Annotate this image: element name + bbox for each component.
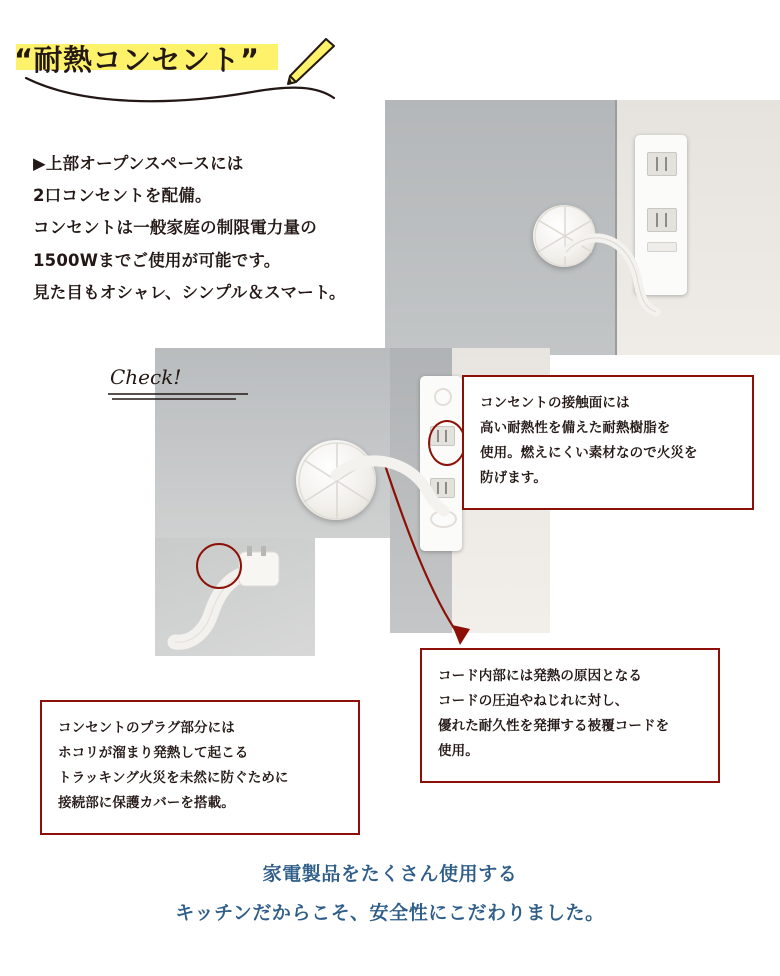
- callout-plug-line-3: トラッキング火災を未然に防ぐために: [58, 769, 289, 786]
- outlet-slot-top: [647, 152, 677, 176]
- footer-message: [0, 855, 780, 933]
- callout-cord: [420, 648, 720, 783]
- callout-cord-line-1: コード内部には発熱の原因となる: [438, 668, 642, 684]
- callout-cord-line-3: 優れた耐久性を発揮する被覆コードを: [438, 717, 670, 734]
- page-title: “耐熱コンセント”: [14, 43, 260, 77]
- closeup-screw-hole: [434, 388, 452, 406]
- outlet-slot-bottom: [647, 208, 677, 232]
- intro-line-3: コンセントは一般家庭の制限電力量の: [33, 218, 317, 238]
- page-title-block: [14, 20, 344, 100]
- callout-plug-line-2: ホコリが溜まり発熱して起こる: [58, 744, 249, 761]
- intro-line-4: 1500Wまでご使用が可能です。: [33, 250, 281, 270]
- svg-text:Check!: Check!: [110, 365, 182, 389]
- callout-contact-line-1: コンセントの接触面には: [480, 395, 630, 411]
- intro-line-5: 見た目もオシャレ、シンプル＆スマート。: [33, 282, 346, 302]
- check-handwriting: [108, 362, 258, 410]
- power-cord: [560, 230, 670, 320]
- callout-contact-line-3: 使用。燃えにくい素材なので火災を: [480, 444, 698, 461]
- callout-contact-line-4: 防げます。: [480, 469, 547, 486]
- footer-line-1: 家電製品をたくさん使用する: [262, 863, 518, 885]
- outlet-on-wall-photo: [385, 100, 780, 355]
- callout-plug-cover: [40, 700, 360, 835]
- intro-paragraph: [33, 148, 423, 309]
- power-cord-closeup: [330, 455, 450, 525]
- callout-plug-line-4: 接続部に保護カバーを搭載。: [58, 794, 235, 811]
- callout-cord-line-2: コードの圧迫やねじれに対し、: [438, 692, 629, 709]
- intro-line-1: ▶上部オープンスペースには: [33, 154, 244, 173]
- callout-contact-surface: [462, 375, 754, 510]
- callout-plug-line-1: コンセントのプラグ部分には: [58, 720, 235, 736]
- footer-line-2: キッチンだからこそ、安全性にこだわりました。: [175, 901, 605, 924]
- intro-line-2: 2口コンセントを配備。: [33, 186, 212, 206]
- plug-cover-marker: [196, 543, 242, 589]
- pencil-icon: [282, 38, 342, 90]
- callout-cord-line-4: 使用。: [438, 742, 479, 759]
- callout-contact-line-2: 高い耐熱性を備えた耐熱樹脂を: [480, 419, 671, 436]
